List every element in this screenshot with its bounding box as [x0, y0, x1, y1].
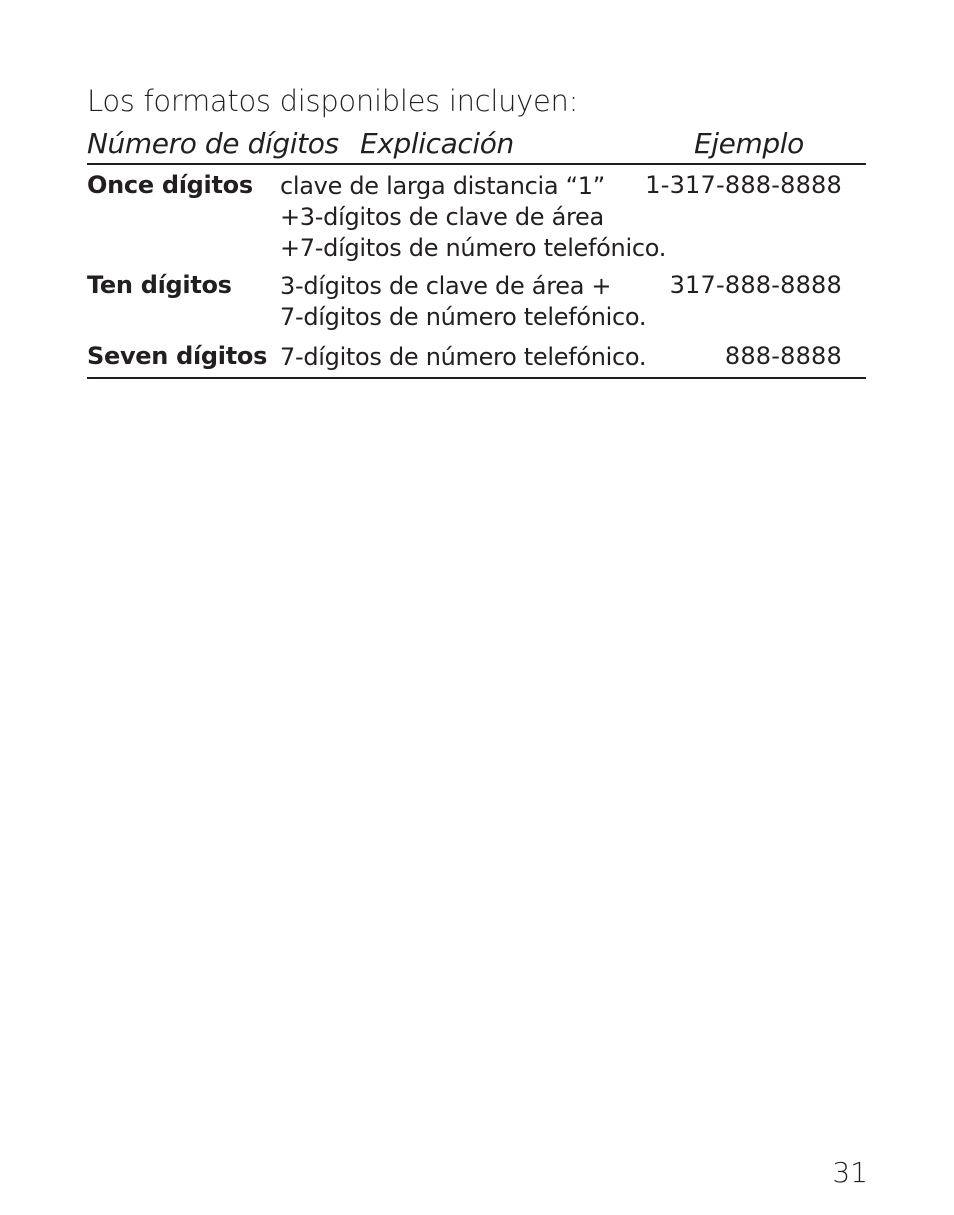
row-label: Seven dígitos [87, 342, 268, 370]
header-explanation: Explicación [360, 127, 514, 160]
row-example: 888-8888 [724, 342, 842, 370]
intro-text: Los formatos disponibles incluyen: [87, 84, 579, 118]
table-row [87, 342, 866, 379]
explanation-line: 7-dígitos de número telefónico. [280, 343, 647, 371]
row-explanation [280, 342, 646, 373]
page-number: 31 [832, 1156, 868, 1189]
table-header [87, 127, 866, 165]
row-label: Ten dígitos [87, 271, 232, 299]
explanation-line: 7-dígitos de número telefónico. [280, 303, 647, 331]
row-example: 317-888-8888 [669, 271, 842, 299]
explanation-line: +3-dígitos de clave de área [280, 203, 604, 231]
row-label: Once dígitos [87, 171, 253, 199]
explanation-line: +7-dígitos de número telefónico. [280, 234, 667, 262]
row-explanation [280, 271, 646, 333]
row-explanation [280, 171, 666, 264]
row-example: 1-317-888-8888 [645, 171, 842, 199]
explanation-line: 3-dígitos de clave de área + [280, 272, 612, 300]
header-example: Ejemplo [694, 127, 804, 160]
explanation-line: clave de larga distancia “1” [280, 172, 605, 200]
header-digits: Número de dígitos [87, 127, 339, 160]
